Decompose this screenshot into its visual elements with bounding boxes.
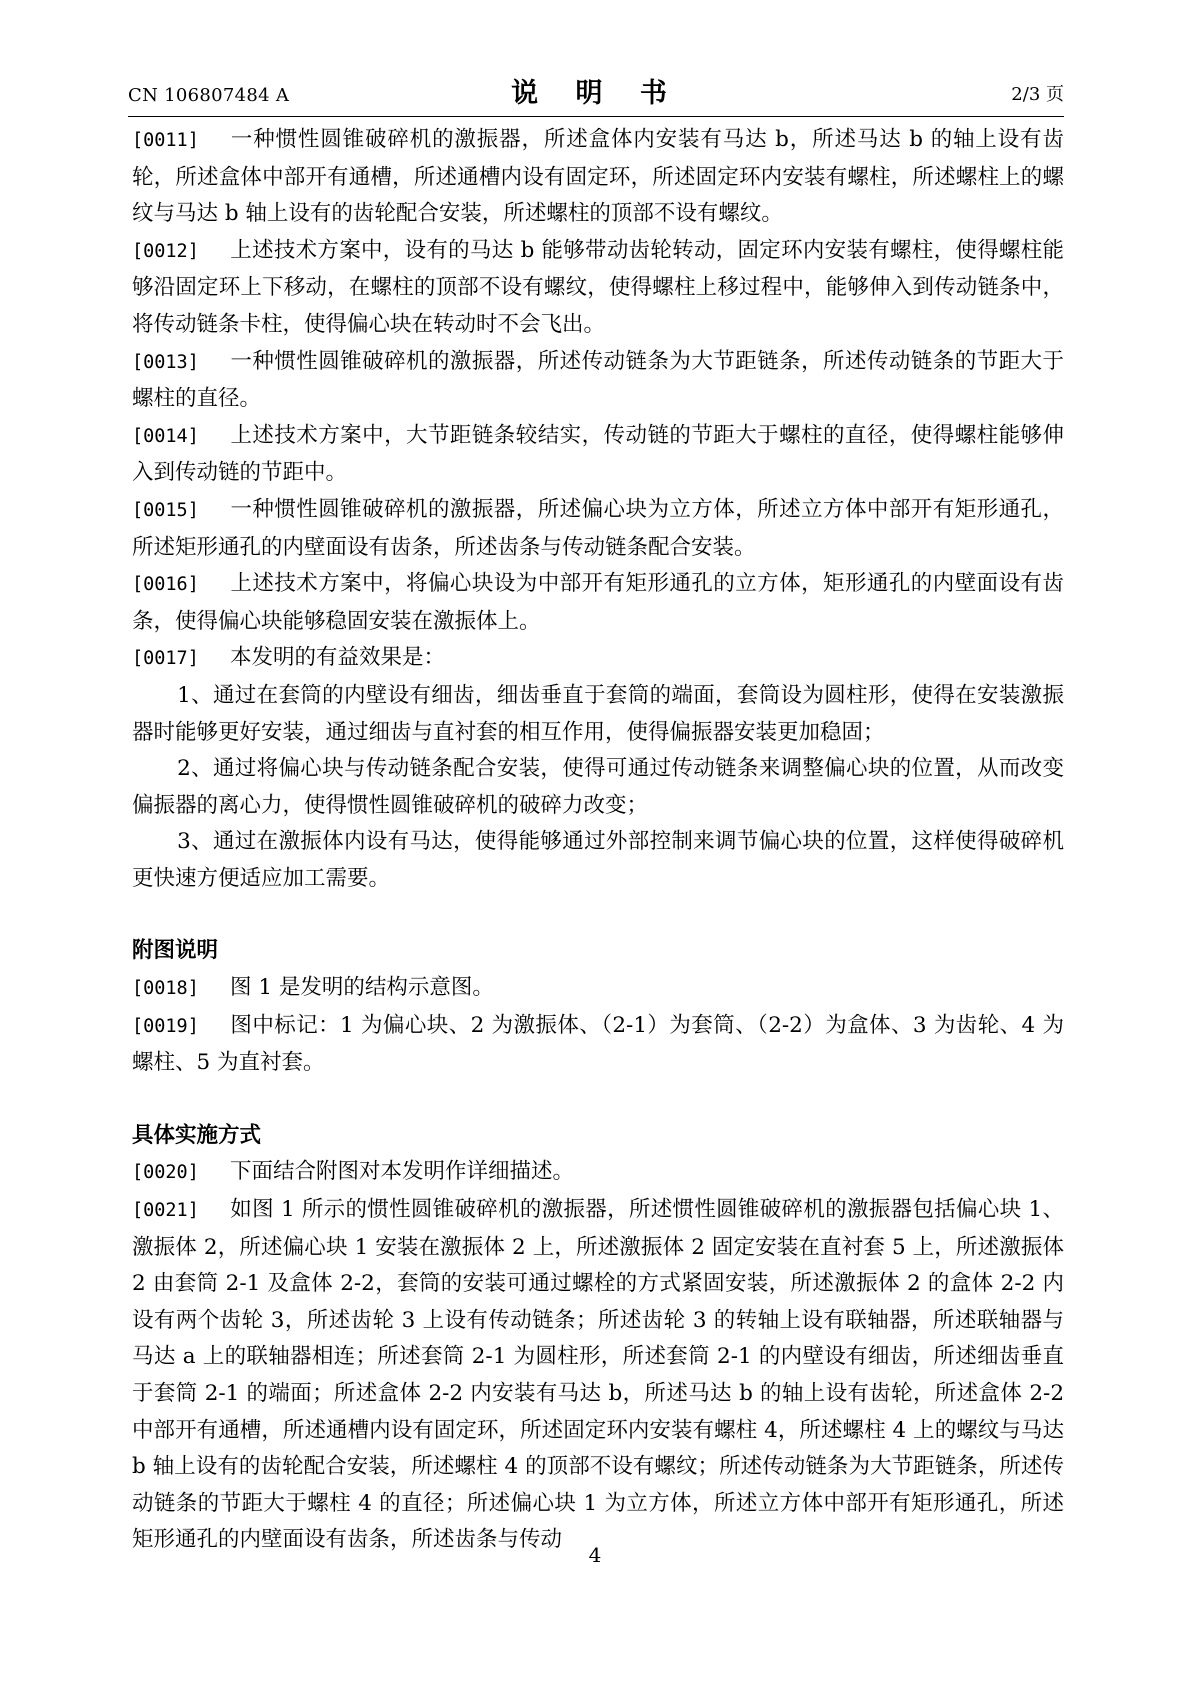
paragraph-number: [0011] [132, 130, 199, 151]
paragraph-text: 图 1 是发明的结构示意图。 [230, 975, 494, 1001]
header-rule [128, 116, 1064, 117]
paragraph-number: [0018] [132, 978, 199, 1000]
paragraph-number: [0017] [132, 648, 199, 670]
paragraph-number: [0019] [132, 1015, 199, 1037]
paragraph-0013 [132, 344, 1064, 418]
paragraph-text: 一种惯性圆锥破碎机的激振器，所述盒体内安装有马达 b，所述马达 b 的轴上设有齿轮，所述盒体中部开有通槽，所述通槽内设有固定环，所述固定环内安装有螺柱，所述螺柱上的螺纹与马达 b 轴上设有的齿轮配合安装，所述螺柱的顶部不设有螺纹。 [132, 127, 1064, 227]
paragraph-0019 [132, 1008, 1064, 1082]
paragraph-text: 一种惯性圆锥破碎机的激振器，所述传动链条为大节距链条，所述传动链条的节距大于螺柱的直径。 [132, 348, 1064, 412]
paragraph-number: [0014] [132, 425, 199, 447]
paragraph-0015 [132, 492, 1064, 566]
paragraph-0017 [132, 640, 1064, 678]
page-number: 4 [588, 1543, 602, 1567]
paragraph-text: 如图 1 所示的惯性圆锥破碎机的激振器，所述惯性圆锥破碎机的激振器包括偏心块 1、激振体 2，所述偏心块 1 安装在激振体 2 上，所述激振体 2 固定安装在直衬套 5 上，所述激振体 2 由套筒 2-1 及盒体 2-2，套筒的安装可通过螺栓的方式紧固安装，所述激振体 2 的盒体 2-2 内设有两个齿轮 3，所述齿轮 3 上设有传动链条；所述齿轮 3 的转轴上设有联轴器，所述联轴器与马达 a 上的联轴器相连；所述套筒 2-1 为圆柱形，所述套筒 2-1 的内壁设有细齿，所述细齿垂直于套筒 2-1 的端面；所述盒体 2-2 内安装有马达 b，所述马达 b 的轴上设有齿轮，所述盒体 2-2 中部开有通槽，所述通槽内设有固定环，所述固定环内安装有螺柱 4，所述螺柱 4 上的螺纹与马达 b 轴上设有的齿轮配合安装，所述螺柱 4 的顶部不设有螺纹；所述传动链条为大节距链条，所述传动链条的节距大于螺柱 4 的直径；所述偏心块 1 为立方体，所述立方体中部开有矩形通孔，所述矩形通孔的内壁面设有齿条，所述齿条与传动 [132, 1197, 1064, 1553]
paragraph-text: 一种惯性圆锥破碎机的激振器，所述偏心块为立方体，所述立方体中部开有矩形通孔，所述矩形通孔的内壁面设有齿条，所述齿条与传动链条配合安装。 [132, 496, 1064, 560]
paragraph-text: 上述技术方案中，大节距链条较结实，传动链的节距大于螺柱的直径，使得螺柱能够伸入到传动链的节距中。 [132, 422, 1064, 486]
paragraph-0016 [132, 566, 1064, 640]
paragraph-0018 [132, 970, 1064, 1008]
paragraph-number: [0013] [132, 351, 199, 373]
doc-number: CN 106807484 A [128, 85, 290, 106]
section-gap [132, 897, 1064, 933]
paragraph-0011 [132, 122, 1064, 233]
paragraph-number: [0015] [132, 499, 199, 521]
paragraph-text: 本发明的有益效果是： [230, 645, 446, 671]
paragraph-0021 [132, 1192, 1064, 1559]
paragraph-0012 [132, 233, 1064, 344]
benefit-item-2: 2、通过将偏心块与传动链条配合安装，使得可通过传动链条来调整偏心块的位置，从而改变偏振器的离心力，使得惯性圆锥破碎机的破碎力改变； [132, 756, 1064, 818]
section-heading-figures: 附图说明 [132, 938, 219, 964]
paragraph-number: [0012] [132, 240, 199, 262]
doc-title: 说 明 书 [511, 78, 681, 109]
paragraph-number: [0020] [132, 1162, 199, 1184]
section-heading-embodiment: 具体实施方式 [132, 1122, 262, 1148]
paragraph-text: 图中标记：1 为偏心块、2 为激振体、（2-1）为套筒、（2-2）为盒体、3 为齿轮、4 为螺柱、5 为直衬套。 [132, 1012, 1064, 1076]
paragraph-number: [0021] [132, 1200, 199, 1222]
page-indicator: 2/3 页 [1011, 84, 1064, 105]
paragraph-text: 上述技术方案中，设有的马达 b 能够带动齿轮转动，固定环内安装有螺柱，使得螺柱能够沿固定环上下移动，在螺柱的顶部不设有螺纹，使得螺柱上移过程中，能够伸入到传动链条中，将传动链条卡柱，使得偏心块在转动时不会飞出。 [132, 237, 1064, 337]
benefit-item-1: 1、通过在套筒的内壁设有细齿，细齿垂直于套筒的端面，套筒设为圆柱形，使得在安装激振器时能够更好安装，通过细齿与直衬套的相互作用，使得偏振器安装更加稳固； [132, 682, 1064, 745]
document-body [132, 122, 1064, 1559]
benefit-item-3: 3、通过在激振体内设有马达，使得能够通过外部控制来调节偏心块的位置，这样使得破碎机更快速方便适应加工需要。 [132, 829, 1064, 891]
paragraph-0014 [132, 418, 1064, 492]
paragraph-number: [0016] [132, 574, 199, 596]
section-gap [132, 1082, 1064, 1118]
paragraph-text: 下面结合附图对本发明作详细描述。 [230, 1159, 575, 1185]
page-header [128, 64, 1064, 114]
paragraph-0020 [132, 1154, 1064, 1192]
paragraph-text: 上述技术方案中，将偏心块设为中部开有矩形通孔的立方体，矩形通孔的内壁面设有齿条，使得偏心块能够稳固安装在激振体上。 [132, 571, 1064, 634]
